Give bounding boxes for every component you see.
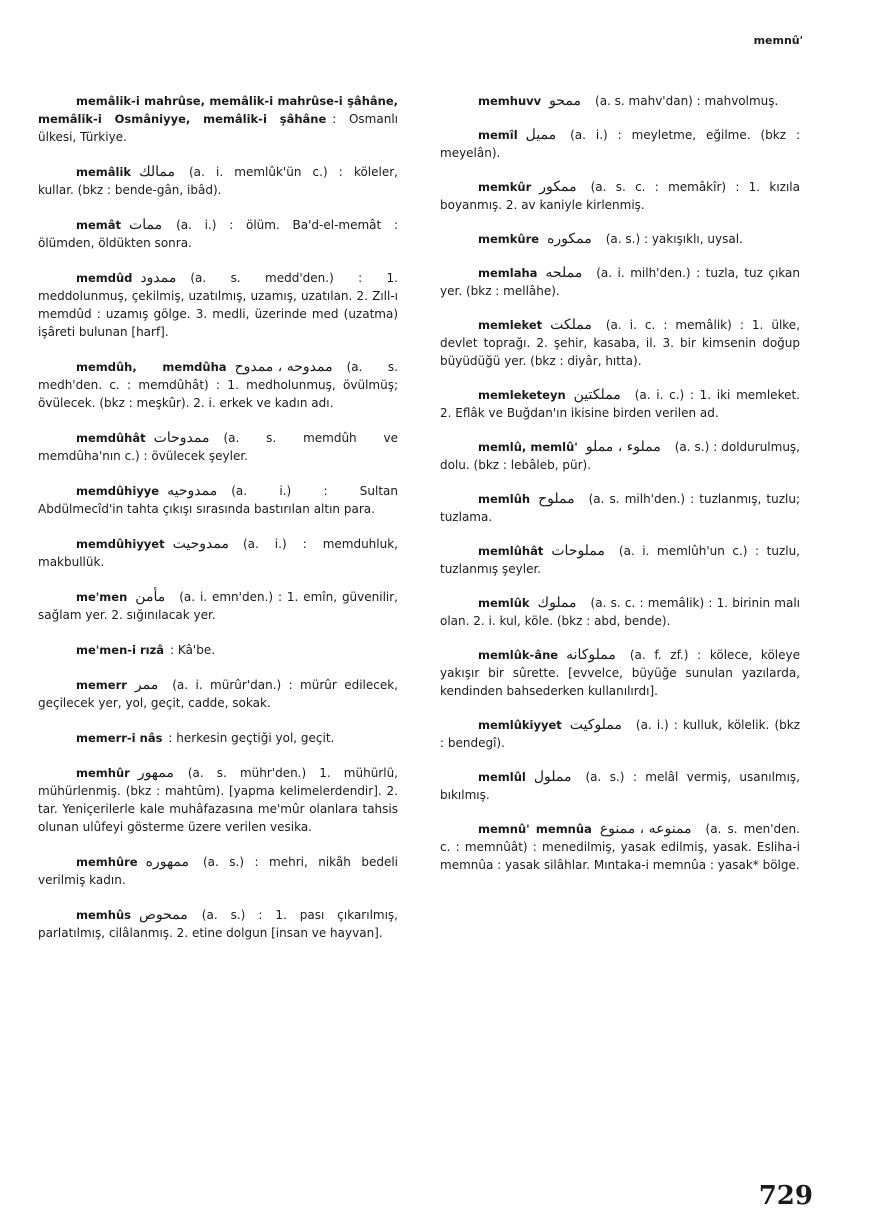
definition: (a. f. zf.) : kölece, köleye yakışır bir sûrette. [evvelce, büyüğe sunulan yazılarda, kendinden bahsederken kullanılırdı]. bbox=[440, 648, 800, 698]
headword: memdûhiyye bbox=[76, 484, 160, 498]
headword: memlûhât bbox=[478, 544, 544, 558]
dictionary-entry bbox=[440, 316, 800, 370]
dictionary-entry bbox=[38, 163, 398, 199]
definition: (a. s. men'den. c. : memnûât) : menedilmiş, yasak edilmiş, yasak. Esliha-i memnûa : yasak silâhlar. Mıntaka-i memnûa : yasak* bölge. bbox=[440, 822, 800, 872]
dictionary-entry bbox=[38, 729, 398, 747]
arabic-script: ممنوعه ، ممنوع bbox=[599, 821, 692, 837]
arabic-script: ممدود bbox=[140, 270, 177, 286]
headword: memlû, memlû' bbox=[478, 440, 578, 454]
dictionary-entry bbox=[38, 906, 398, 942]
arabic-script: مميل bbox=[525, 127, 557, 143]
arabic-script: ممات bbox=[129, 217, 163, 233]
definition: (a. s. medd'den.) : 1. meddolunmuş, çekilmiş, uzatılmış, uzamış, uzatılan. 2. Zıll-ı memdûd : uzamış gölge. 3. medli, üzerinde med (uzatma) işâreti bulunan [harf]. bbox=[38, 271, 398, 339]
headword: me'men bbox=[76, 590, 128, 604]
dictionary-entry bbox=[440, 126, 800, 162]
dictionary-entry bbox=[38, 216, 398, 252]
definition: (a. s. milh'den.) : tuzlanmış, tuzlu; tuzlama. bbox=[440, 492, 800, 524]
dictionary-entry bbox=[38, 482, 398, 518]
arabic-script: مملكت bbox=[550, 317, 592, 333]
dictionary-entry bbox=[440, 230, 800, 248]
definition: (a. s.) : yakışıklı, uysal. bbox=[605, 232, 743, 246]
headword: memleketeyn bbox=[478, 388, 566, 402]
headword: memlûh bbox=[478, 492, 531, 506]
arabic-script: ممكور bbox=[539, 179, 577, 195]
dictionary-entry bbox=[440, 646, 800, 700]
definition: : Osmanlı ülkesi, Türkiye. bbox=[38, 112, 398, 144]
page-number: 729 bbox=[758, 1181, 813, 1211]
arabic-script: ممدوحيت bbox=[172, 536, 229, 552]
dictionary-entry bbox=[440, 542, 800, 578]
headword: memlûkiyyet bbox=[478, 718, 562, 732]
definition: (a. s. mühr'den.) 1. mühürlü, mühürlenmiş. (bkz : mahtûm). [yapma kelimelerdendir]. 2. tar. Yeniçerilerle kale muhâfazasına me'mûr olanlara tahsis olunan ulûfeyi gösterme üzere verilen vesika. bbox=[38, 766, 398, 834]
headword: memîl bbox=[478, 128, 518, 142]
dictionary-entry bbox=[440, 178, 800, 214]
definition: (a. i.) : memduhluk, makbullük. bbox=[38, 537, 398, 569]
headword: memhuvv bbox=[478, 94, 542, 108]
dictionary-entry bbox=[440, 264, 800, 300]
dictionary-entry bbox=[38, 429, 398, 465]
definition: (a. s.) : doldurulmuş, dolu. (bkz : lebâleb, pür). bbox=[440, 440, 800, 472]
definition: (a. i.) : ölüm. Ba'd-el-memât : ölümden, öldükten sonra. bbox=[38, 218, 398, 250]
dictionary-entry bbox=[38, 676, 398, 712]
definition: (a. i. milh'den.) : tuzla, tuz çıkan yer. (bkz : mellâhe). bbox=[440, 266, 800, 298]
arabic-script: ممهور bbox=[137, 765, 174, 781]
dictionary-entry bbox=[440, 594, 800, 630]
arabic-script: ممدوحات bbox=[153, 430, 210, 446]
headword: memlûk-âne bbox=[478, 648, 559, 662]
definition: (a. s. memdûh ve memdûha'nın c.) : övülecek şeyler. bbox=[38, 431, 398, 463]
headword: memerr-i nâs bbox=[76, 731, 163, 745]
headword: me'men-i rızâ bbox=[76, 643, 165, 657]
arabic-script: مملوكيت bbox=[569, 717, 622, 733]
headword: memdûh, memdûha bbox=[76, 360, 227, 374]
definition: (a. i. mürûr'dan.) : mürûr edilecek, geçilecek yer, yol, geçit, cadde, sokak. bbox=[38, 678, 398, 710]
arabic-script: ممهوره bbox=[145, 854, 189, 870]
arabic-script: ممدوحيه bbox=[167, 483, 218, 499]
dictionary-entry bbox=[38, 269, 398, 341]
definition: (a. s.) : mehri, nikâh bedeli verilmiş kadın. bbox=[38, 855, 398, 887]
headword: memkûre bbox=[478, 232, 540, 246]
definition: (a. i. c.) : 1. iki memleket. 2. Eflâk ve Buğdan'ın ikisine birden verilen ad. bbox=[440, 388, 800, 420]
dictionary-entry bbox=[440, 768, 800, 804]
headword: memdûhât bbox=[76, 431, 146, 445]
headword: memhûr bbox=[76, 766, 130, 780]
left-column bbox=[38, 92, 398, 959]
definition: (a. i. emn'den.) : 1. emîn, güvenilir, sağlam yer. 2. sığınılacak yer. bbox=[38, 590, 398, 622]
definition: (a. s.) : melâl vermiş, usanılmış, bıkılmış. bbox=[440, 770, 800, 802]
dictionary-entry bbox=[440, 490, 800, 526]
headword: memerr bbox=[76, 678, 127, 692]
arabic-script: مأمن bbox=[135, 589, 166, 605]
headword: memdûhiyyet bbox=[76, 537, 165, 551]
running-header: memnû' bbox=[753, 34, 803, 47]
headword: memlûl bbox=[478, 770, 526, 784]
headword: memhûre bbox=[76, 855, 138, 869]
headword: memât bbox=[76, 218, 122, 232]
arabic-script: ممحوص bbox=[138, 907, 188, 923]
dictionary-entry bbox=[440, 716, 800, 752]
dictionary-entry bbox=[38, 535, 398, 571]
definition: (a. s. mahv'dan) : mahvolmuş. bbox=[595, 94, 779, 108]
headword: memdûd bbox=[76, 271, 133, 285]
arabic-script: مملحه bbox=[545, 265, 583, 281]
arabic-script: ممالك bbox=[139, 164, 175, 180]
definition: (a. i. c. : memâlik) : 1. ülke, devlet toprağı. 2. şehir, kasaba, il. 3. bir kimsenin doğup büyüdüğü yer. (bkz : diyâr, hıtta). bbox=[440, 318, 800, 368]
arabic-script: ممحو bbox=[549, 93, 582, 109]
headword: memlûk bbox=[478, 596, 530, 610]
dictionary-entry bbox=[38, 641, 398, 659]
arabic-script: ممر bbox=[134, 677, 159, 693]
arabic-script: ممدوحه ، ممدوح bbox=[234, 359, 333, 375]
headword: memnû' memnûa bbox=[478, 822, 592, 836]
arabic-script: ممكوره bbox=[547, 231, 592, 247]
headword: memlaha bbox=[478, 266, 538, 280]
definition: (a. i. memlûk'ün c.) : köleler, kullar. (bkz : bende-gân, ibâd). bbox=[38, 165, 398, 197]
arabic-script: مملول bbox=[533, 769, 572, 785]
definition: (a. i. memlûh'un c.) : tuzlu, tuzlanmış şeyler. bbox=[440, 544, 800, 576]
headword: memhûs bbox=[76, 908, 131, 922]
dictionary-entry bbox=[38, 92, 398, 146]
definition: (a. s. c. : memâlik) : 1. birinin malı olan. 2. i. kul, köle. (bkz : abd, bende). bbox=[440, 596, 800, 628]
headword: memleket bbox=[478, 318, 543, 332]
arabic-script: مملوح bbox=[538, 491, 575, 507]
dictionary-entry bbox=[440, 92, 800, 110]
dictionary-entry bbox=[440, 386, 800, 422]
headword: memkûr bbox=[478, 180, 532, 194]
dictionary-entry bbox=[440, 820, 800, 874]
definition: (a. i.) : kulluk, kölelik. (bkz : bendegî). bbox=[440, 718, 800, 750]
dictionary-entry bbox=[38, 853, 398, 889]
headword: memâlik-i mahrûse, memâlik-i mahrûse-i şâhâne, memâlik-i Osmâniyye, memâlik-i şâhâne bbox=[38, 94, 398, 126]
headword: memâlik bbox=[76, 165, 132, 179]
arabic-script: مملكتين bbox=[573, 387, 621, 403]
arabic-script: مملوكانه bbox=[566, 647, 616, 663]
dictionary-entry bbox=[38, 358, 398, 412]
arabic-script: مملوحات bbox=[551, 543, 605, 559]
right-column bbox=[440, 92, 800, 890]
definition: : herkesin geçtiği yol, geçit. bbox=[168, 731, 335, 745]
definition: : Kâ'be. bbox=[170, 643, 216, 657]
definition: (a. s. medh'den. c. : memdûhât) : 1. medholunmuş, övülmüş; övülecek. (bkz : meşkûr). 2. i. erkek ve kadın adı. bbox=[38, 360, 398, 410]
arabic-script: مملوء ، مملو bbox=[585, 439, 661, 455]
dictionary-entry bbox=[440, 438, 800, 474]
arabic-script: مملوك bbox=[537, 595, 577, 611]
definition: (a. s.) : 1. pası çıkarılmış, parlatılmış, cilâlanmış. 2. etine dolgun [insan ve hayvan]. bbox=[38, 908, 398, 940]
dictionary-entry bbox=[38, 764, 398, 836]
definition: (a. s. c. : memâkîr) : 1. kızıla boyanmış. 2. av kaniyle kirlenmiş. bbox=[440, 180, 800, 212]
definition: (a. i.) : meyletme, eğilme. (bkz : meyelân). bbox=[440, 128, 800, 160]
dictionary-entry bbox=[38, 588, 398, 624]
definition: (a. i.) : Sultan Abdülmecîd'in tahta çıkışı sırasında bastırılan altın para. bbox=[38, 484, 398, 516]
